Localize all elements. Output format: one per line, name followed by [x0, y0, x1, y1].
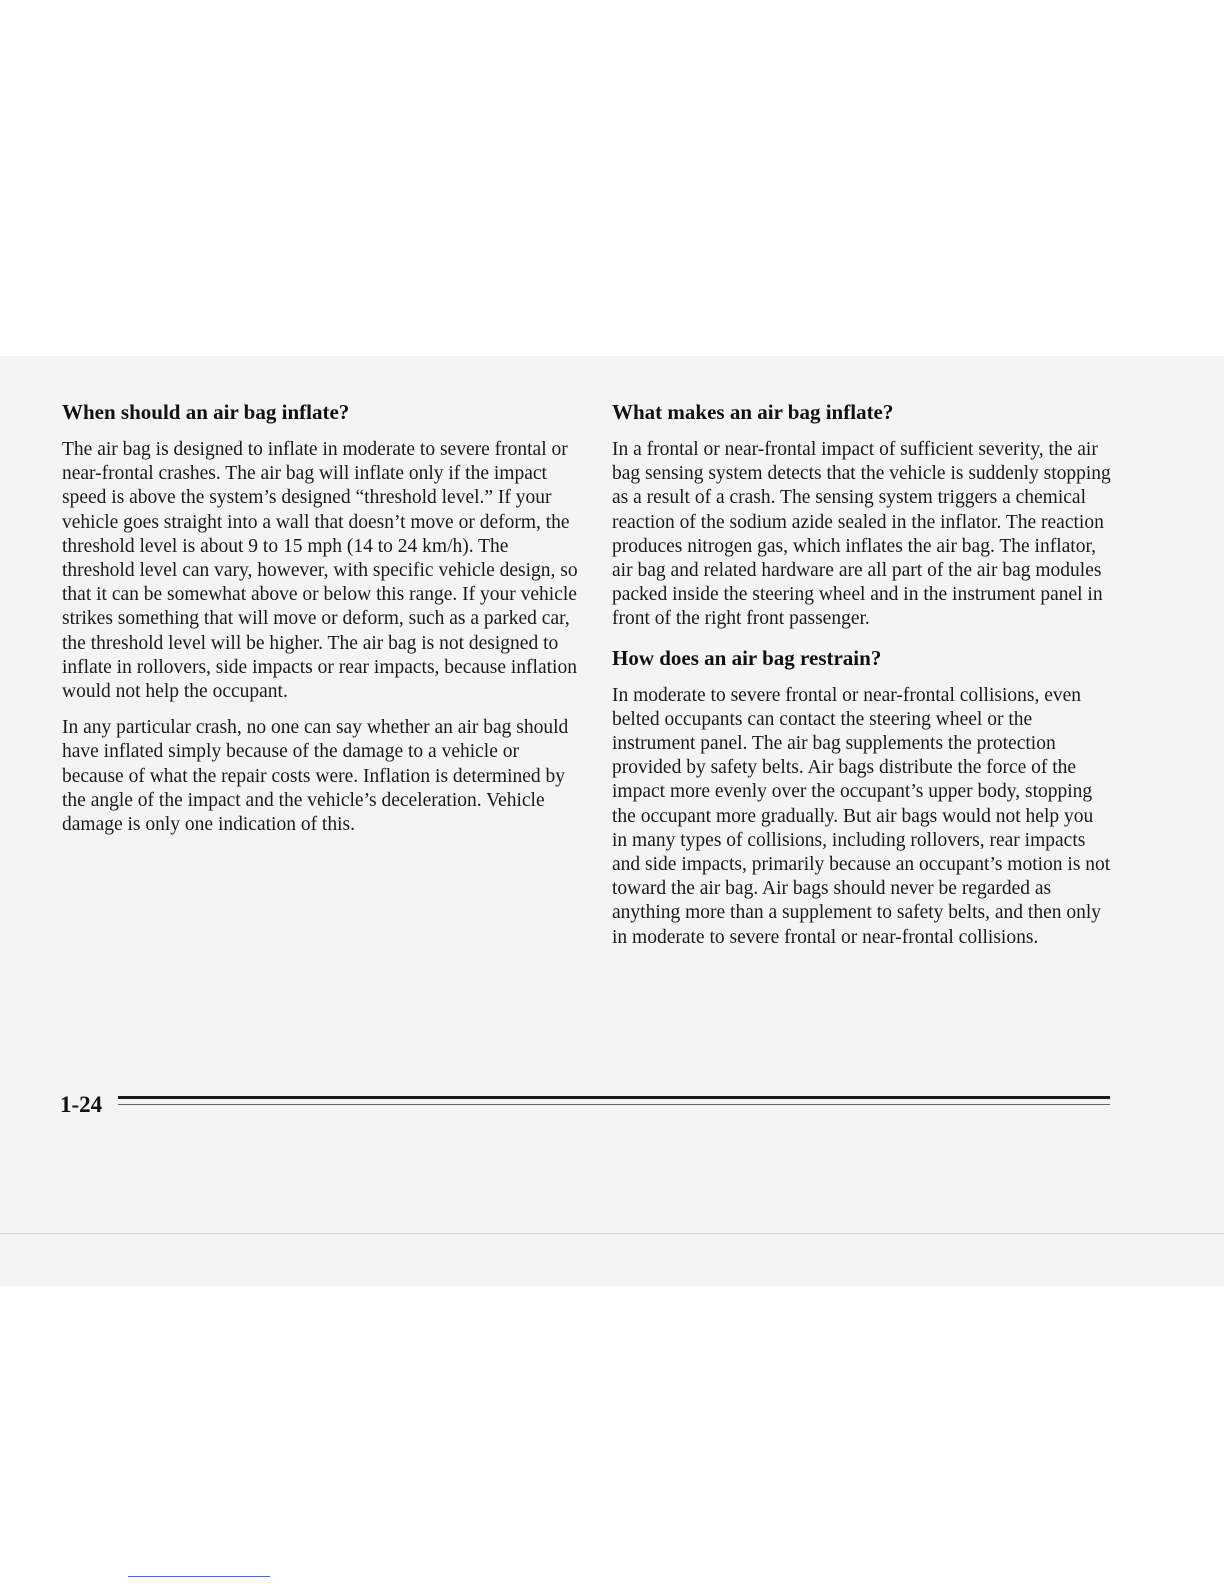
- right-column: [612, 400, 1112, 962]
- bottom-underline-mark: [128, 1576, 270, 1577]
- footer-rule-thin: [118, 1104, 1110, 1105]
- section-heading-what-makes-inflate: What makes an air bag inflate?: [612, 400, 894, 424]
- section-heading-how-restrain: How does an air bag restrain?: [612, 645, 882, 670]
- left-column: [62, 400, 582, 849]
- paragraph-threshold: The air bag is designed to inflate in moderate to severe frontal or near-frontal crashes. The air bag will inflate only if the impact speed is above the system’s designed “threshold level.” If your vehicle goes straight into a wall that doesn’t move or deform, the threshold level is about 9 to 15 mph (14 to 24 km/h). The threshold level can vary, however, with specific vehicle design, so that it can be somewhat above or below this range. If your vehicle strikes something that will move or deform, such as a parked car, the threshold level will be higher. The air bag is not designed to inflate in rollovers, side impacts or rear impacts, because inflation would not help the occupant.: [62, 439, 578, 703]
- section-heading-when-inflate: When should an air bag inflate?: [62, 400, 350, 424]
- page-band-edge: [0, 1233, 1224, 1234]
- page-number: 1-24: [60, 1092, 103, 1117]
- paragraph-crash-damage: In any particular crash, no one can say whether an air bag should have inflated simply because of the damage to a vehicle or because of what the repair costs were. Inflation is determined by the angle of the impact and the vehicle’s deceleration. Vehicle damage is only one indication of this.: [62, 717, 569, 836]
- paragraph-inflation-process: In a frontal or near-frontal impact of sufficient severity, the air bag sensing system detects that the vehicle is suddenly stopping as a result of a crash. The sensing system triggers a chemical reaction of the sodium azide sealed in the inflator. The reaction produces nitrogen gas, which inflates the air bag. The inflator, air bag and related hardware are all part of the air bag modules packed inside the steering wheel and in the instrument panel in front of the right front passenger.: [612, 439, 1111, 630]
- paragraph-restraint: In moderate to severe frontal or near-frontal collisions, even belted occupants can contact the steering wheel or the instrument panel. The air bag supplements the protection provided by safety belts. Air bags distribute the force of the impact more evenly over the occupant’s upper body, stopping the occupant more gradually. But air bags would not help you in many types of collisions, including rollovers, rear impacts and side impacts, primarily because an occupant’s motion is not toward the air bag. Air bags should never be regarded as anything more than a supplement to safety belts, and then only in moderate to severe frontal or near-frontal collisions.: [612, 684, 1111, 948]
- footer-rule-thick: [118, 1096, 1110, 1099]
